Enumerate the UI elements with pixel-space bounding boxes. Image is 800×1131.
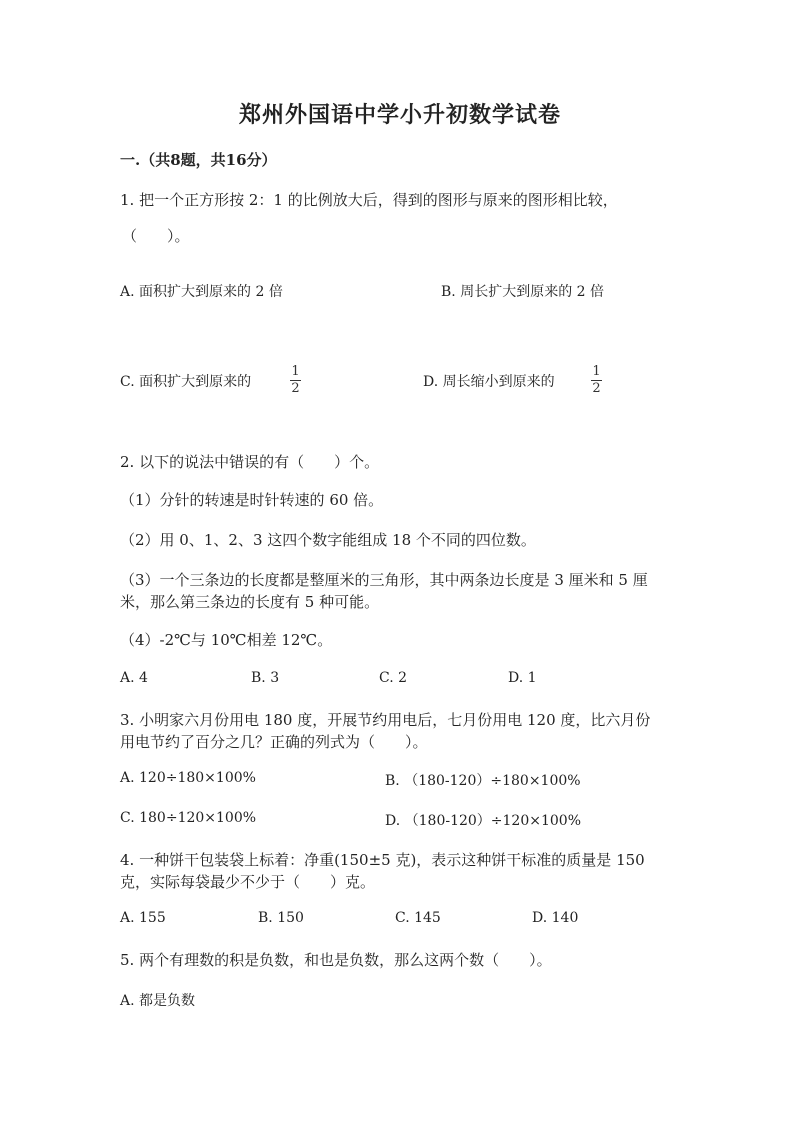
q4-option-d: D. 140	[532, 910, 579, 926]
q4-option-c: C. 145	[395, 910, 441, 926]
q1-option-d-numerator: 1	[592, 364, 601, 379]
q2-option-c: C. 2	[379, 670, 408, 686]
q2-statement-3-line1: （3）一个三条边的长度都是整厘米的三角形，其中两条边长度是 3 厘米和 5 厘	[120, 571, 648, 589]
q3-option-c: C. 180÷120×100%	[120, 810, 257, 826]
section-heading: 一.（共8题，共16分）	[120, 151, 277, 169]
q2-stem: 2. 以下的说法中错误的有（ ）个。	[120, 453, 380, 471]
q2-statement-4: （4）-2℃与 10℃相差 12℃。	[120, 631, 333, 649]
q3-option-d: D. （180-120）÷120×100%	[385, 813, 582, 829]
q4-option-a: A. 155	[120, 910, 166, 926]
q5-stem: 5. 两个有理数的积是负数，和也是负数，那么这两个数（ ）。	[120, 951, 552, 969]
q2-option-a: A. 4	[120, 670, 148, 686]
q3-stem-line1: 3. 小明家六月份用电 180 度，开展节约用电后，七月份用电 120 度，比六月份	[120, 711, 651, 729]
q2-option-d: D. 1	[508, 670, 537, 686]
q1-option-a: A. 面积扩大到原来的 2 倍	[120, 284, 283, 300]
q1-option-b: B. 周长扩大到原来的 2 倍	[441, 284, 604, 300]
q1-option-d-denominator: 2	[592, 381, 601, 396]
q1-option-c-denominator: 2	[291, 381, 300, 396]
q3-option-b: B. （180-120）÷180×100%	[385, 773, 581, 789]
q1-stem-line2: （ ）。	[122, 227, 190, 245]
q1-option-c: C. 面积扩大到原来的	[120, 374, 252, 390]
q1-option-c-fraction	[290, 365, 301, 396]
q4-stem-line1: 4. 一种饼干包装袋上标着：净重(150±5 克)，表示这种饼干标准的质量是 150	[120, 851, 645, 869]
page-title: 郑州外国语中学小升初数学试卷	[238, 102, 561, 128]
q2-statement-2: （2）用 0、1、2、3 这四个数字能组成 18 个不同的四位数。	[120, 531, 536, 549]
q2-option-b: B. 3	[251, 670, 280, 686]
q3-option-a: A. 120÷180×100%	[120, 770, 256, 786]
q3-stem-line2: 用电节约了百分之几？正确的列式为（ ）。	[120, 733, 428, 751]
q1-option-c-numerator: 1	[291, 364, 300, 379]
q2-statement-1: （1）分针的转速是时针转速的 60 倍。	[120, 491, 384, 509]
q4-option-b: B. 150	[258, 910, 304, 926]
q1-option-d: D. 周长缩小到原来的	[423, 374, 555, 390]
q1-option-d-fraction	[591, 365, 602, 396]
q2-statement-3-line2: 米，那么第三条边的长度有 5 种可能。	[120, 593, 380, 611]
q5-option-a: A. 都是负数	[120, 993, 196, 1009]
q4-stem-line2: 克，实际每袋最少不少于（ ）克。	[120, 873, 376, 891]
q1-stem-line1: 1. 把一个正方形按 2：1 的比例放大后，得到的图形与原来的图形相比较，	[120, 191, 618, 209]
